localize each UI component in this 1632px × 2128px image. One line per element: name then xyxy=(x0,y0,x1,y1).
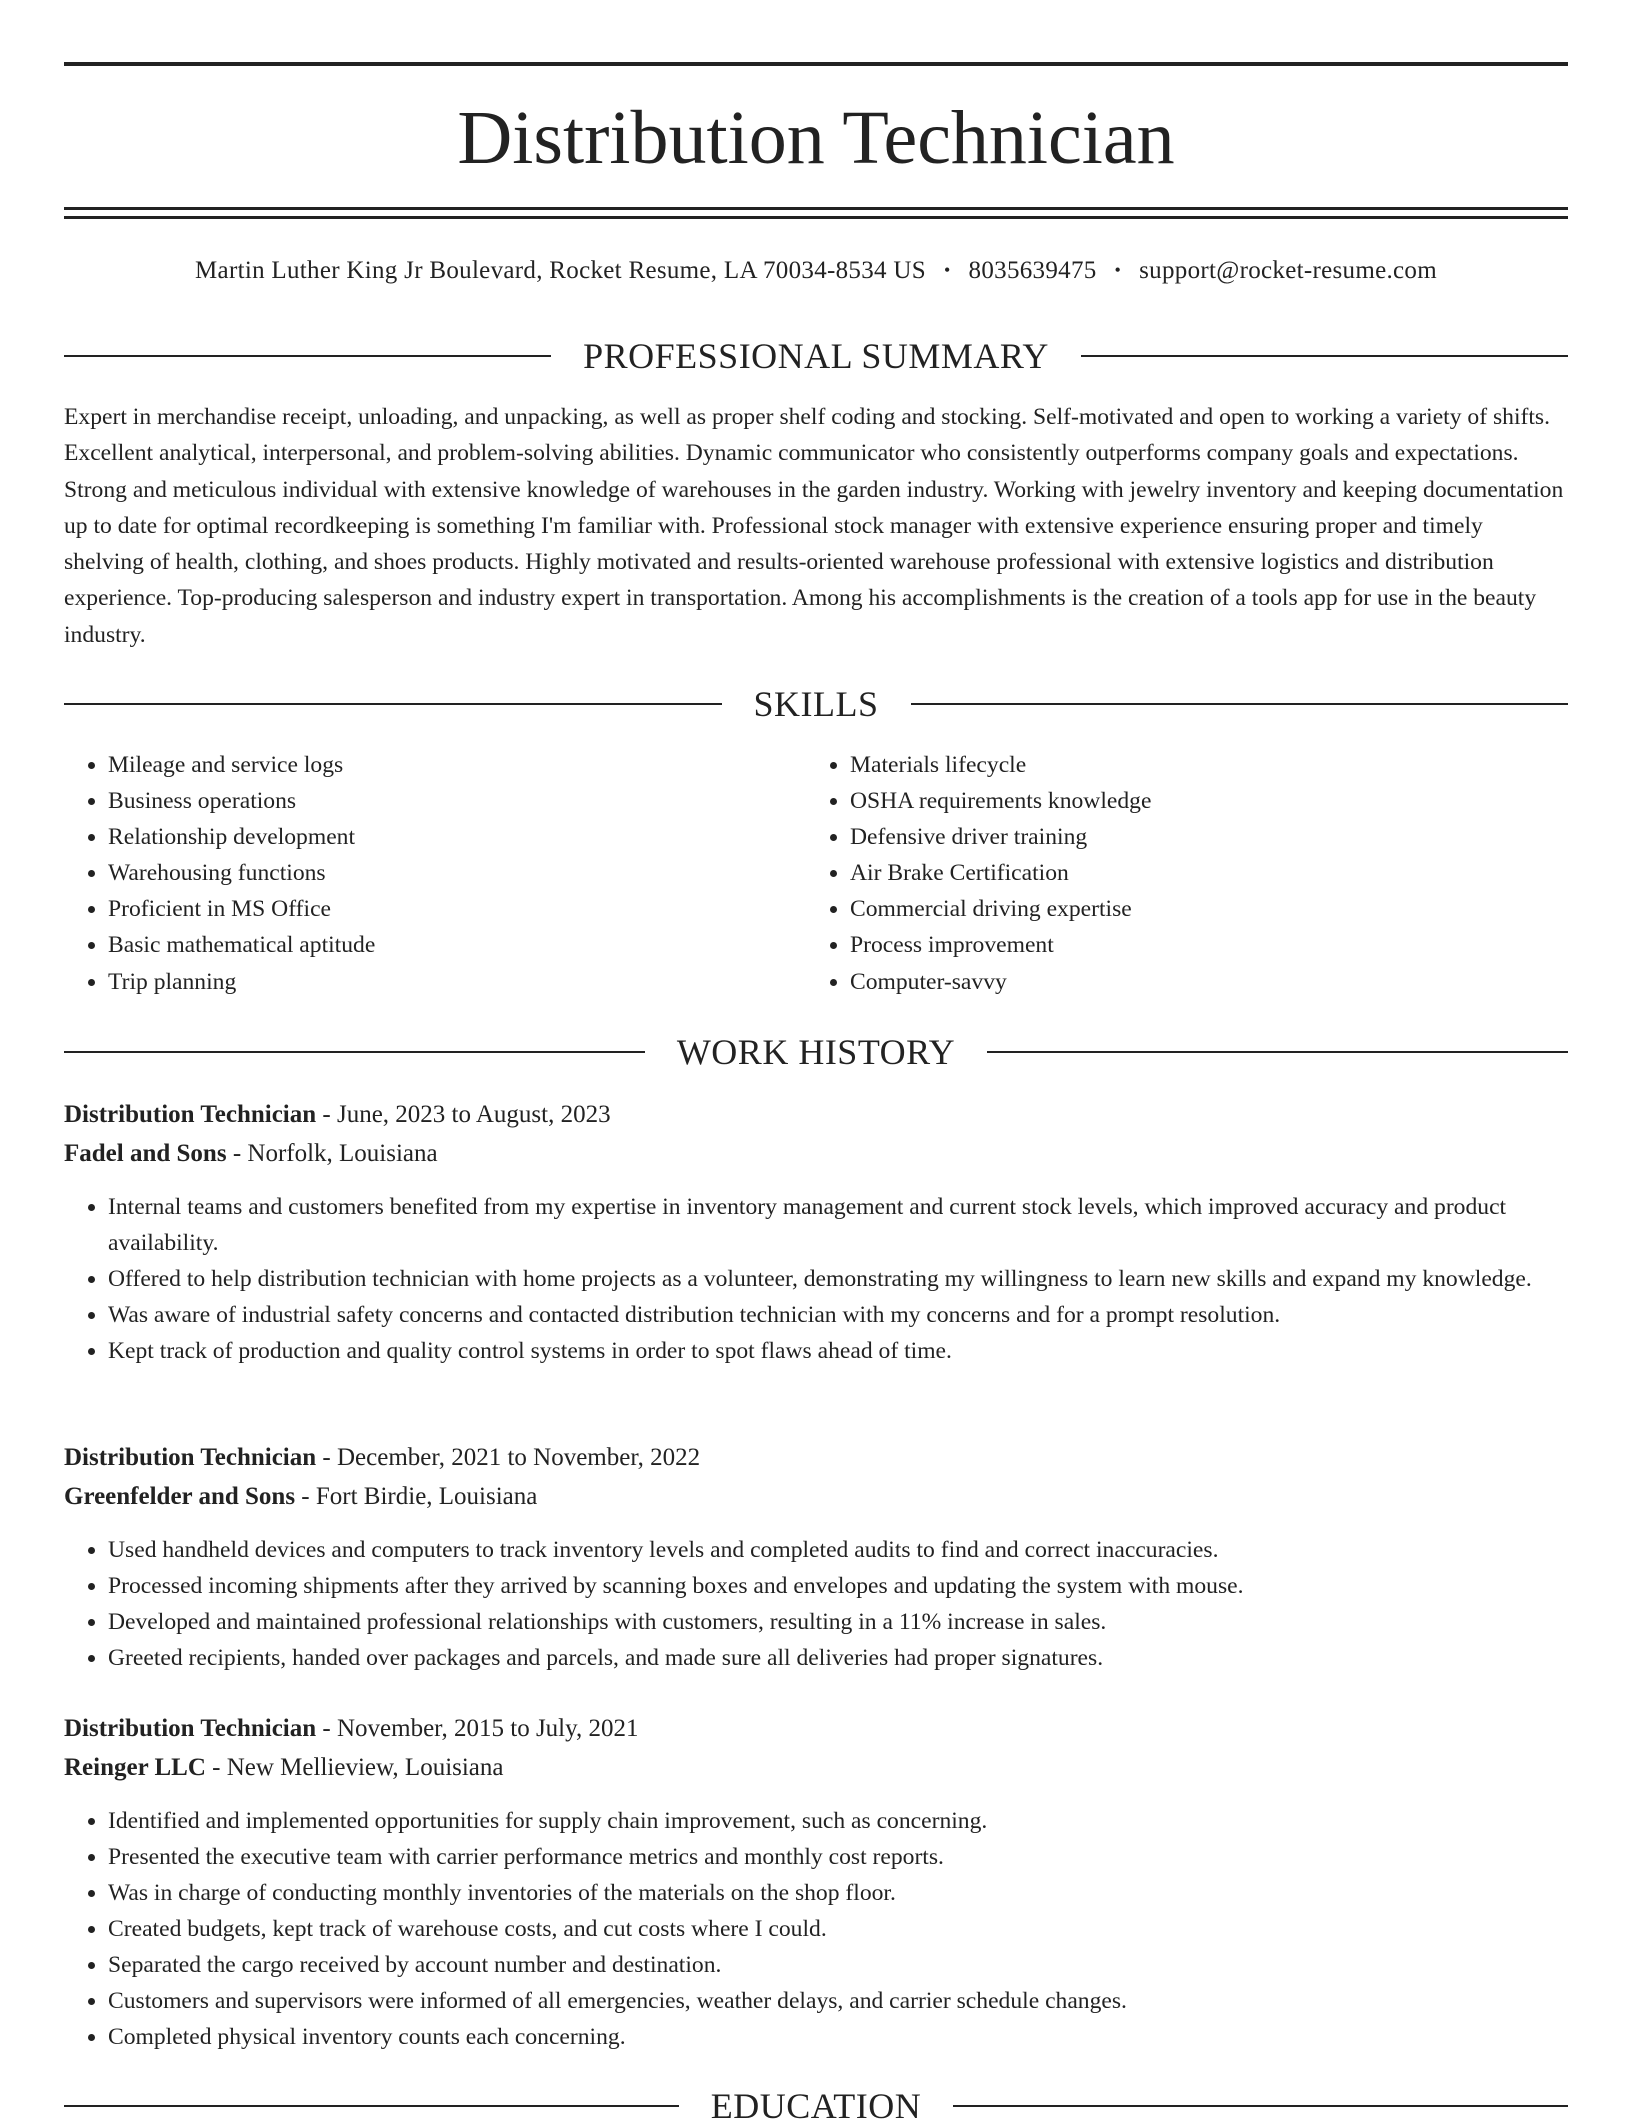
section-divider xyxy=(64,1051,645,1053)
job-title-line xyxy=(64,1440,1568,1476)
contact-email: support@rocket-resume.com xyxy=(1139,257,1437,284)
job-title: Distribution Technician xyxy=(64,1101,317,1128)
job-bullet: • Identified and implemented opportunities for supply chain improvement, such as concerning. xyxy=(108,1803,1612,1839)
job-title: Distribution Technician xyxy=(64,1715,317,1742)
skill-item: • Computer-savvy xyxy=(850,964,1550,1000)
section-divider xyxy=(64,703,722,705)
job-company: Reinger LLC xyxy=(64,1754,206,1781)
skill-item: • Mileage and service logs xyxy=(108,747,808,783)
section-title: EDUCATION xyxy=(710,2086,922,2126)
job-bullet: • Was in charge of conducting monthly inventories of the materials on the shop floor. xyxy=(108,1875,1612,1911)
job-dates: - December, 2021 to November, 2022 xyxy=(316,1444,701,1471)
job-bullet: • Used handheld devices and computers to track inventory levels and completed audits to find and correct inaccuracies. xyxy=(108,1532,1612,1568)
section-title: PROFESSIONAL SUMMARY xyxy=(583,336,1049,376)
section-heading-work-history xyxy=(64,1030,1568,1074)
contact-line xyxy=(64,252,1568,289)
section-divider xyxy=(64,2105,679,2107)
skill-item: • OSHA requirements knowledge xyxy=(850,783,1550,819)
job-company-line xyxy=(64,1750,1568,1786)
skills-list-right xyxy=(806,747,1550,1000)
skill-item: • Trip planning xyxy=(108,964,808,1000)
job-bullet: • Offered to help distribution technician with home projects as a volunteer, demonstrating my willingness to learn new skills and expand my knowledge. xyxy=(108,1261,1612,1297)
job-bullets xyxy=(64,1532,1612,1676)
job-company-line xyxy=(64,1479,1568,1515)
job-bullet: • Kept track of production and quality control systems in order to spot flaws ahead of time. xyxy=(108,1333,1612,1369)
job-bullets xyxy=(64,1189,1612,1369)
header-top-rule xyxy=(64,62,1568,66)
job-title: Distribution Technician xyxy=(64,1444,317,1471)
contact-separator: • xyxy=(943,260,951,280)
section-divider xyxy=(953,2105,1568,2107)
section-divider xyxy=(1081,355,1568,357)
section-divider xyxy=(911,703,1569,705)
skill-item: • Warehousing functions xyxy=(108,855,808,891)
contact-separator: • xyxy=(1114,260,1122,280)
job-bullet: • Separated the cargo received by account number and destination. xyxy=(108,1947,1612,1983)
skill-item: • Air Brake Certification xyxy=(850,855,1550,891)
skill-item: • Proficient in MS Office xyxy=(108,891,808,927)
skill-item: • Process improvement xyxy=(850,927,1550,963)
job-bullets xyxy=(64,1803,1612,2055)
job-dates: - June, 2023 to August, 2023 xyxy=(316,1101,611,1128)
skill-item: • Relationship development xyxy=(108,819,808,855)
job-company: Fadel and Sons xyxy=(64,1140,227,1167)
skills-list-left xyxy=(64,747,808,1000)
job-location: - Norfolk, Louisiana xyxy=(226,1140,438,1167)
section-heading-summary xyxy=(64,334,1568,378)
skill-item: • Materials lifecycle xyxy=(850,747,1550,783)
skill-item: • Basic mathematical aptitude xyxy=(108,927,808,963)
job-company: Greenfelder and Sons xyxy=(64,1483,296,1510)
skill-item: • Defensive driver training xyxy=(850,819,1550,855)
section-title: WORK HISTORY xyxy=(676,1032,956,1072)
job-bullet: • Was aware of industrial safety concerns and contacted distribution technician with my concerns and for a prompt resolution. xyxy=(108,1297,1612,1333)
section-divider xyxy=(64,355,551,357)
job-bullet: • Developed and maintained professional relationships with customers, resulting in a 11% increase in sales. xyxy=(108,1604,1612,1640)
job-title-line xyxy=(64,1097,1568,1133)
section-heading-skills xyxy=(64,682,1568,726)
section-divider xyxy=(987,1051,1568,1053)
contact-phone: 8035639475 xyxy=(968,257,1097,284)
job-company-line xyxy=(64,1136,1568,1172)
contact-address: Martin Luther King Jr Boulevard, Rocket Resume, LA 70034-8534 US xyxy=(195,257,926,284)
job-location: - New Mellieview, Louisiana xyxy=(205,1754,504,1781)
job-bullet: • Customers and supervisors were informed of all emergencies, weather delays, and carrier schedule changes. xyxy=(108,1983,1612,2019)
section-heading-education xyxy=(64,2084,1568,2128)
job-bullet: • Greeted recipients, handed over packages and parcels, and made sure all deliveries had proper signatures. xyxy=(108,1640,1612,1676)
job-location: - Fort Birdie, Louisiana xyxy=(295,1483,538,1510)
skill-item: • Business operations xyxy=(108,783,808,819)
skill-item: • Commercial driving expertise xyxy=(850,891,1550,927)
job-dates: - November, 2015 to July, 2021 xyxy=(316,1715,639,1742)
header-double-rule xyxy=(64,207,1568,219)
job-bullet: • Internal teams and customers benefited from my expertise in inventory management and current stock levels, which improved accuracy and product availability. xyxy=(108,1189,1612,1261)
job-bullet: • Created budgets, kept track of warehouse costs, and cut costs where I could. xyxy=(108,1911,1612,1947)
job-title-line xyxy=(64,1711,1568,1747)
section-title: SKILLS xyxy=(753,684,879,724)
job-bullet: • Processed incoming shipments after they arrived by scanning boxes and envelopes and updating the system with mouse. xyxy=(108,1568,1612,1604)
professional-summary: Expert in merchandise receipt, unloading, and unpacking, as well as proper shelf coding and stocking. Self-motivated and open to working a variety of shifts. Excellent analytical, interpersonal, and problem-solving abilities. Dynamic communicator who consistently outperforms company goals and expectations. Strong and meticulous individual with extensive knowledge of warehouses in the garden industry. Working with jewelry inventory and keeping documentation up to date for optimal recordkeeping is something I'm familiar with. Professional stock manager with extensive experience ensuring proper and timely shelving of health, clothing, and shoes products. Highly motivated and results-oriented warehouse professional with extensive logistics and distribution experience. Top-producing salesperson and industry expert in transportation. Among his accomplishments is the creation of a tools app for use in the beauty industry. xyxy=(64,404,1564,648)
job-bullet: • Presented the executive team with carrier performance metrics and monthly cost reports. xyxy=(108,1839,1612,1875)
candidate-name: Distribution Technician xyxy=(457,96,1175,180)
job-bullet: • Completed physical inventory counts each concerning. xyxy=(108,2019,1612,2055)
